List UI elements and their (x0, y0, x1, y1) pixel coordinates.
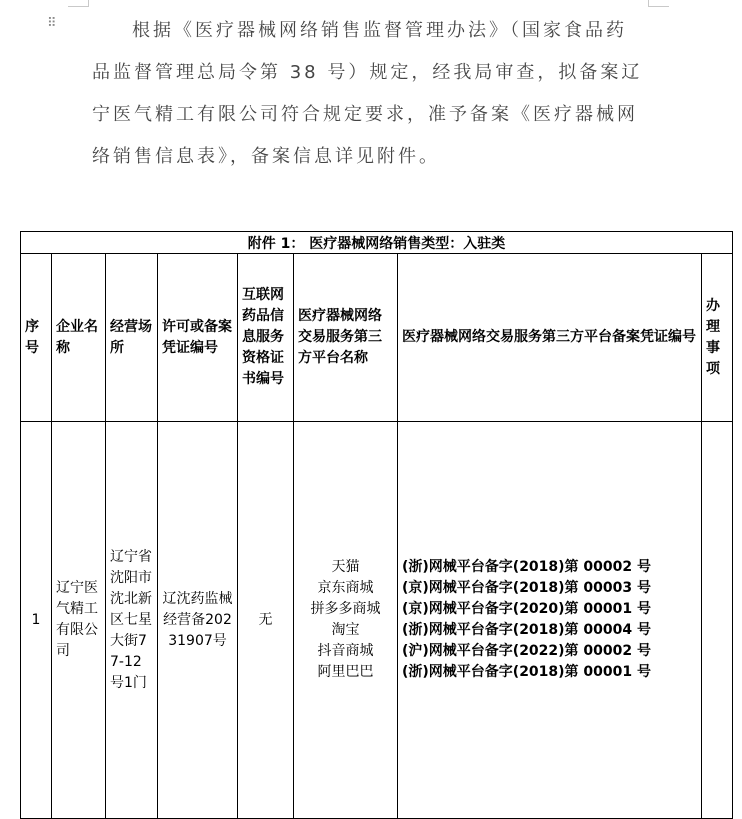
header-premises: 经营场所 (106, 254, 158, 422)
header-platform-name: 医疗器械网络交易服务第三方平台名称 (294, 254, 398, 422)
cell-platform-filings (398, 422, 702, 819)
annex-caption: 附件 1： 医疗器械网络销售类型：入驻类 (21, 232, 733, 254)
platform-name: 拼多多商城 (310, 601, 381, 617)
header-matters: 办理事项 (702, 254, 733, 422)
header-license: 许可或备案凭证编号 (158, 254, 238, 422)
platform-filing-number: (浙)网械平台备字(2018)第 00004 号 (402, 622, 652, 638)
header-seq: 序号 (21, 254, 52, 422)
annex-table (20, 231, 733, 819)
notice-line: 品监督管理总局令第 38 号）规定，经我局审查，拟备案辽 (92, 62, 643, 83)
notice-line: 络销售信息表》，备案信息详见附件。 (92, 146, 440, 167)
cell-company: 辽宁医气精工有限公司 (52, 422, 106, 819)
platform-filing-number: (浙)网械平台备字(2018)第 00001 号 (402, 664, 652, 680)
platform-filing-number: (沪)网械平台备字(2022)第 00002 号 (402, 643, 652, 659)
page-corner-mark-left (68, 0, 89, 7)
header-internet-drug-cert: 互联网药品信息服务资格证书编号 (238, 254, 294, 422)
platform-name: 京东商城 (317, 580, 374, 596)
platform-name: 淘宝 (331, 622, 360, 638)
platform-name: 天猫 (331, 559, 360, 575)
header-company: 企业名称 (52, 254, 106, 422)
cell-matters (702, 422, 733, 819)
notice-line: 宁医气精工有限公司符合规定要求，准予备案《医疗器械网 (92, 104, 638, 125)
header-platform-filing: 医疗器械网络交易服务第三方平台备案凭证编号 (398, 254, 702, 422)
platform-filing-number: (浙)网械平台备字(2018)第 00002 号 (402, 559, 652, 575)
notice-paragraph (92, 10, 652, 178)
page-corner-mark-right (648, 0, 669, 7)
cell-license: 辽沈药监械经营备20231907号 (158, 422, 238, 819)
cell-seq: 1 (21, 422, 52, 819)
cell-internet-drug-cert: 无 (238, 422, 294, 819)
cell-premises: 辽宁省沈阳市沈北新区七星大街77-12号1门 (106, 422, 158, 819)
cell-platform-names (294, 422, 398, 819)
platform-name: 抖音商城 (317, 643, 374, 659)
platform-name: 阿里巴巴 (317, 664, 374, 680)
notice-line: 根据《医疗器械网络销售监督管理办法》（国家食品药 (132, 20, 627, 41)
platform-filing-number: (京)网械平台备字(2018)第 00003 号 (402, 580, 652, 596)
platform-filing-number: (京)网械平台备字(2020)第 00001 号 (402, 601, 652, 617)
drag-handle-icon[interactable]: ⠿ (47, 16, 56, 31)
